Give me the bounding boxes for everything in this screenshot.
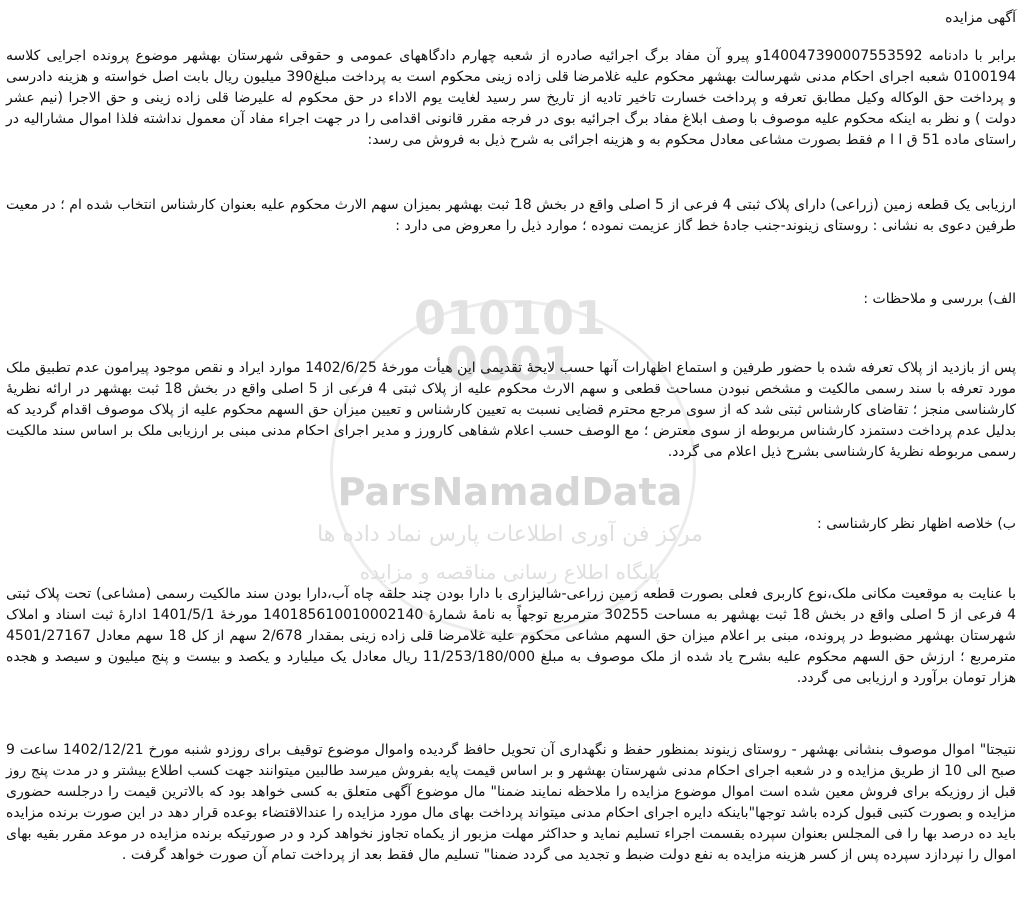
- watermark-subtitle-2: پایگاه اطلاع رسانی مناقصه و مزایده: [359, 560, 661, 584]
- summary-heading: ب) خلاصه اظهار نظر کارشناسی :: [817, 516, 1016, 532]
- notice-title: آگهی مزایده: [945, 10, 1016, 26]
- appraisal-paragraph: ارزیابی یک قطعه زمین (زراعی) دارای پلاک ثبتی 4 فرعی از 5 اصلی واقع در بخش 18 ثبت بهشهر بمیزان سهم الارث محکوم علیه بعنوان کارشناس انتخاب شده ام ؛ در معیت طرفین دعوی به نشانی : روستای زینوند-جنب جادهٔ خط گاز عزیمت نموده ؛ موارد ذیل را معروض می دارد :: [6, 197, 1016, 234]
- watermark-subtitle: مرکز فن آوری اطلاعات پارس نماد داده ها: [317, 522, 703, 547]
- intro-paragraph: برابر با دادنامه 140047390007553592و پیرو آن مفاد برگ اجرائیه صادره از شعبه چهارم دادگاههای عمومی و حقوقی شهرستان بهشهر موضوع پرونده اجرایی کلاسه 0100194 شعبه اجرای احکام مدنی شهرسالت بهشهر محکوم علیه غلامرضا قلی زاده زینی محکوم است به پرداخت مبلغ390 میلیون ریال بابت اصل خواسته و هزینه دادرسی و پرداخت حق الوکاله وکیل مطابق تعرفه و پرداخت خسارت تاخیر تادیه از تاریخ سر رسید لغایت یوم الاداء در حق محکوم له علیرضا قلی زاده زینی و حق الاجرا (نیم عشر دولت ) و نظر به اینکه محکوم علیه موصوف با وصف ابلاغ مفاد برگ اجرائیه بوی در فرجه مقرر قانونی اقدامی را در جهت اجراء مفاد آن معمول نداشته فلذا اموال مشارالیه در راستای ماده 51 ق ا ا م فقط بصورت مشاعی معادل محکوم به و هزینه اجرائی به شرح ذیل به فروش می رسد:: [6, 48, 1017, 148]
- review-paragraph: پس از بازدید از پلاک تعرفه شده با حضور طرفین و استماع اظهارات آنها حسب لایحهٔ تقدیمی این هیأت مورخهٔ 1402/6/25 موارد ایراد و نقص موجود پیرامون عدم تطبیق ملک مورد تعرفه با سند رسمی مالکیت و مشخص نبودن مساحت قطعی و سهم الارث محکوم علیه از پلاک ثبتی 4 فرعی از 5 اصلی واقع در بخش 18 ثبت بهشهر در ارائه نظریهٔ کارشناسی منجز ؛ تقاضای کارشناس ثبتی شد که از سوی مرجع محترم قضایی نسبت به تعیین کارشناس و تعیین میزان حق السهم محکوم علیه از پلاک موصوف اقدام گردید که بدلیل عدم پرداخت دستمزد کارشناس مربوطه از سوی معترض ؛ مع الوصف حسب اعلام شفاهی کارورز و مدیر اجرای احکام مدنی مبنی بر ارزیابی ملک بر اساس سند مالکیت رسمی مربوطه نظریهٔ کارشناسی بشرح ذیل اعلام می گردد.: [6, 360, 1016, 460]
- summary-paragraph: با عنایت به موقعیت مکانی ملک،نوع کاربری فعلی بصورت قطعه زمین زراعی-شالیزاری با دارا بودن چند حلقه چاه آب،دارا بودن سند مالکیت رسمی (مشاعی) تحت پلاک ثبتی 4 فرعی از 5 اصلی واقع در بخش 18 ثبت بهشهر به مساحت 30255 مترمربع توجهاً به نامهٔ شمارهٔ 140185610010002140 مورخهٔ 1401/5/1 ادارهٔ ثبت اسناد و املاک شهرستان بهشهر مضبوط در پرونده، مبنی بر اعلام میزان حق السهم مشاعی محکوم علیه غلامرضا قلی زاده زینی بمقدار 2/678 سهم از کل 18 سهم معادل 4501/27167 مترمربع ؛ ارزش حق السهم محکوم علیه بشرح یاد شده از ملک موصوف به مبلغ 11/253/180/000 ریال معادل یک میلیارد و یکصد و بیست و پنج میلیون و سیصد و هجده هزار تومان برآورد و ارزیابی می گردد.: [6, 586, 1017, 686]
- watermark-brand: ParsNamadData: [337, 470, 683, 514]
- conclusion-paragraph: نتیجتا" اموال موصوف بنشانی بهشهر - روستای زینوند بمنظور حفظ و نگهداری آن تحویل حافظ گردیده واموال موضوع توقیف برای روزدو شنبه مورخ 1402/12/21 ساعت 9 صبح الی 10 از طریق مزایده و در شعبه اجرای احکام مدنی شهرستان بهشهر و بر اساس قیمت پایه بفروش میرسد طالبین میتوانند جهت کسب اطلاع بیشتر و در مدت پنج روز قبل از روزیکه برای فروش معین شده است اموال موضوع مزایده را ملاحظه نمایند ضمنا" مال موضوع آگهی متعلق به کسی خواهد بود که بالاترین قیمت را درجلسه حضوری مزایده و بصورت کتبی قبول کرده باشد توجها"باینکه دایره اجرای احکام مدنی میتواند پرداخت بهای مال مورد مزایده را عندالاقتضاء بوعده قرار دهد در این صورت برنده مزایده باید ده درصد بها را فی المجلس بعنوان سپرده بقسمت اجراء تسلیم نماید و حداکثر مهلت مزبور از یکماه تجاوز نخواهد کرد و در صورتیکه برنده مزایده در موعد مقرر بقیه بهای اموال را نپردازد سپرده پس از کسر هزینه مزایده به نفع دولت ضبط و تجدید می گردد ضمنا" تسلیم مال فقط بعد از پرداخت تمام آن صورت خواهد گرفت .: [6, 742, 1017, 863]
- watermark-code-line1: 010101: [413, 291, 607, 345]
- review-heading: الف) بررسی و ملاحظات :: [863, 291, 1016, 307]
- watermark-code-line2: 0001: [445, 337, 575, 391]
